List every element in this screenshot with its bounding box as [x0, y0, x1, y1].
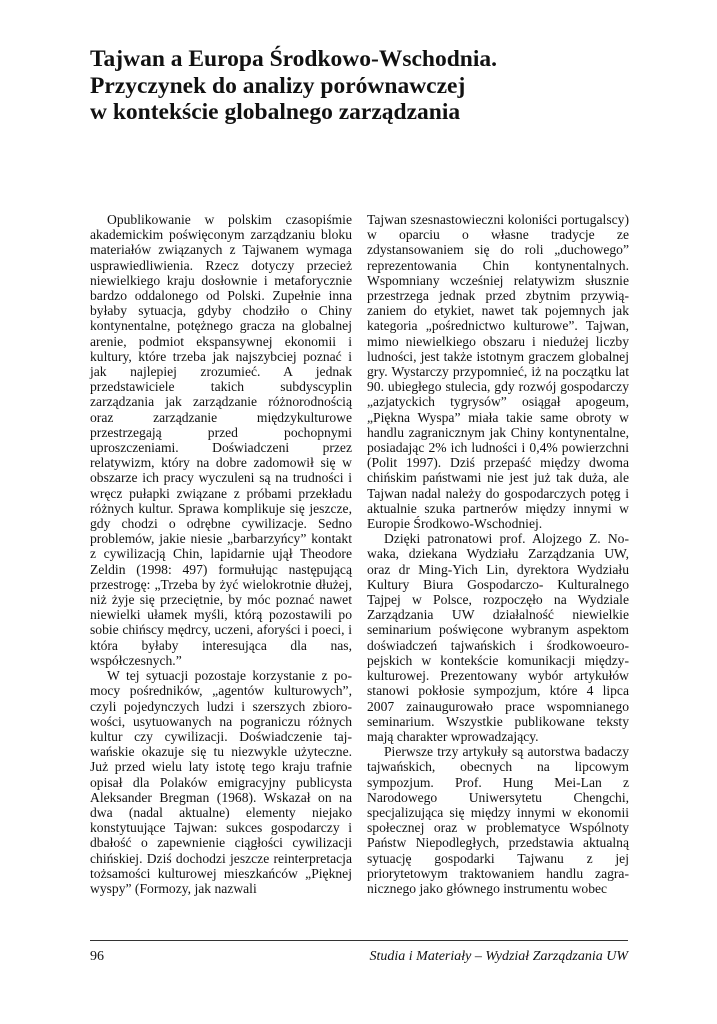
article-title-line: w kontekście globalnego zarządzania — [90, 99, 461, 125]
journal-name: Studia i Materiały – Wydział Zarządzania UW — [369, 949, 628, 964]
body-paragraph: Opublikowanie w polskim czasopiśmie akademickim poświęconym zarządzaniu bloku materiałów związanych z Tajwanem wymaga usprawiedliwienia. Rzecz dotyczy przecież niewielkiego kraju dosłownie i metaforycznie bardzo oddalonego od Polski. Zupełnie inna byłaby sytuacja, gdyby chodziło o Chiny kontynentalne, potężnego gracza na globalnej arenie, podmiot ekspansywnej ekonomii i kultury, które trzeba jak najszybciej poznać i jak najlepiej zrozumieć. A jednak przedstawiciele takich subdyscyplin zarządzania jak zarządzanie różnorodnością oraz zarządzanie międzykulturowe przestrzegają przed pochopnymi uproszczeniami. Doświadczeni przez relatywizm, który na dobre zadomowił się w obszarze ich pracy wyczuleni są na trudności i wręcz pułapki związane z próbami przekładu różnych kultur. Sprawa komplikuje się jeszcze, gdy chodzi o odrębne cywilizacje. Sedno problemów, jakie niesie „barbarzyńcy” kontakt z cywilizacją Chin, lapidarnie ujął Theodore Zeldin (1998: 497) formułując następującą przestrogę: „Trzeba by żyć wielokrotnie dłużej, niż żyje się przeciętnie, by móc poznać nawet niewielki ułamek myśli, którą pozostawili po sobie chińscy mędrcy, uczeni, aforyści i poeci, i która byłaby interesująca dla nas, współczesnych.” — [90, 212, 352, 668]
footer-divider — [90, 940, 628, 941]
body-paragraph: Dzięki patronatowi prof. Alojzego Z. Nowaka, dziekana Wydziału Zarządzania UW, oraz dr Ming-Yich Lin, dyrektora Wydziału Kultury Biura Gospodarczo- Kulturalnego Tajpej w Polsce, rozpoczęło na Wydziale Zarządzania UW działalność niewielkie seminarium poświęcone wybranym aspektom doświadczeń tajwańskich i środkowoeuropejskich w kontekście komunikacji międzykulturowej. Prezentowany wybór artykułów stanowi pokłosie sympozjum, które 4 lipca 2007 zainaugurowało prace wspomnianego seminarium. Wszystkie publikowane teksty mają charakter wprowadzający. — [367, 531, 629, 744]
left-text-column — [90, 212, 352, 896]
article-title-line: Przyczynek do analizy porównawczej — [90, 72, 466, 99]
body-paragraph: W tej sytuacji pozostaje korzystanie z pomocy pośredników, „agentów kulturowych”, czyli pojedynczych ludzi i szerszych zbiorowości, usytuowanych na pograniczu różnych kultur czy cywilizacji. Doświadczenie tajwańskie okazuje się tu niezwykle użyteczne. Już przed wielu laty istotę tego kraju trafnie opisał dla Polaków emigracyjny publicysta Aleksander Bregman (1968). Wskazał on na dwa (nadal aktualne) elementy niejako konstytuujące Tajwan: sukces gospodarczy i dbałość o zapewnienie ciągłości cywilizacji chińskiej. Dziś dochodzi jeszcze reinterpretacja tożsamości kulturowej mieszkańców „Pięknej wyspy” (Formozy, jak nazwali — [90, 668, 352, 896]
right-text-column — [367, 212, 629, 896]
article-title — [90, 46, 650, 126]
page-number: 96 — [90, 949, 104, 964]
article-title-line: Tajwan a Europa Środkowo-Wschodnia. — [90, 46, 498, 72]
body-paragraph: Tajwan szesnastowieczni koloniści portugalscy) w oparciu o własne tradycje ze zdystansowaniem się do roli „duchowego” reprezentowania Chin kontynentalnych. Wspomniany wcześniej relatywizm słusznie przestrzega jednak przed zbytnim przywiązaniem do etykiet, nawet tak pojemnych jak kategoria „pośrednictwo kulturowe”. Tajwan, mimo niewielkiego obszaru i niedużej liczby ludności, jest także istotnym graczem globalnej gry. Wystarczy przypomnieć, iż na początku lat 90. ubiegłego stulecia, gdy rozwój gospodarczy „azjatyckich tygrysów” osiągał apogeum, „Piękna Wyspa” miała takie same obroty w handlu zagranicznym jak Chiny kontynentalne, posiadając 2% ich ludności i 0,4% powierzchni (Polit 1997). Dziś przepaść między dwoma chińskim państwami nie jest już tak duża, ale Tajwan nadal należy do gospodarczych potęg i aktualnie szuka partnerów między innymi w Europie Środkowo-Wschodniej. — [367, 212, 629, 532]
body-paragraph: Pierwsze trzy artykuły są autorstwa badaczy tajwańskich, obecnych na lipcowym sympozjum. Prof. Hung Mei-Lan z Narodowego Uniwersytetu Chengchi, specjalizująca się między innymi w ekonomii społecznej oraz w problematyce Wspólnoty Państw Niepodległych, przedstawia aktualną sytuację gospodarki Tajwanu z jej priorytetowym traktowaniem handlu zagranicznego jako głównego instrumentu wobec — [367, 744, 629, 896]
